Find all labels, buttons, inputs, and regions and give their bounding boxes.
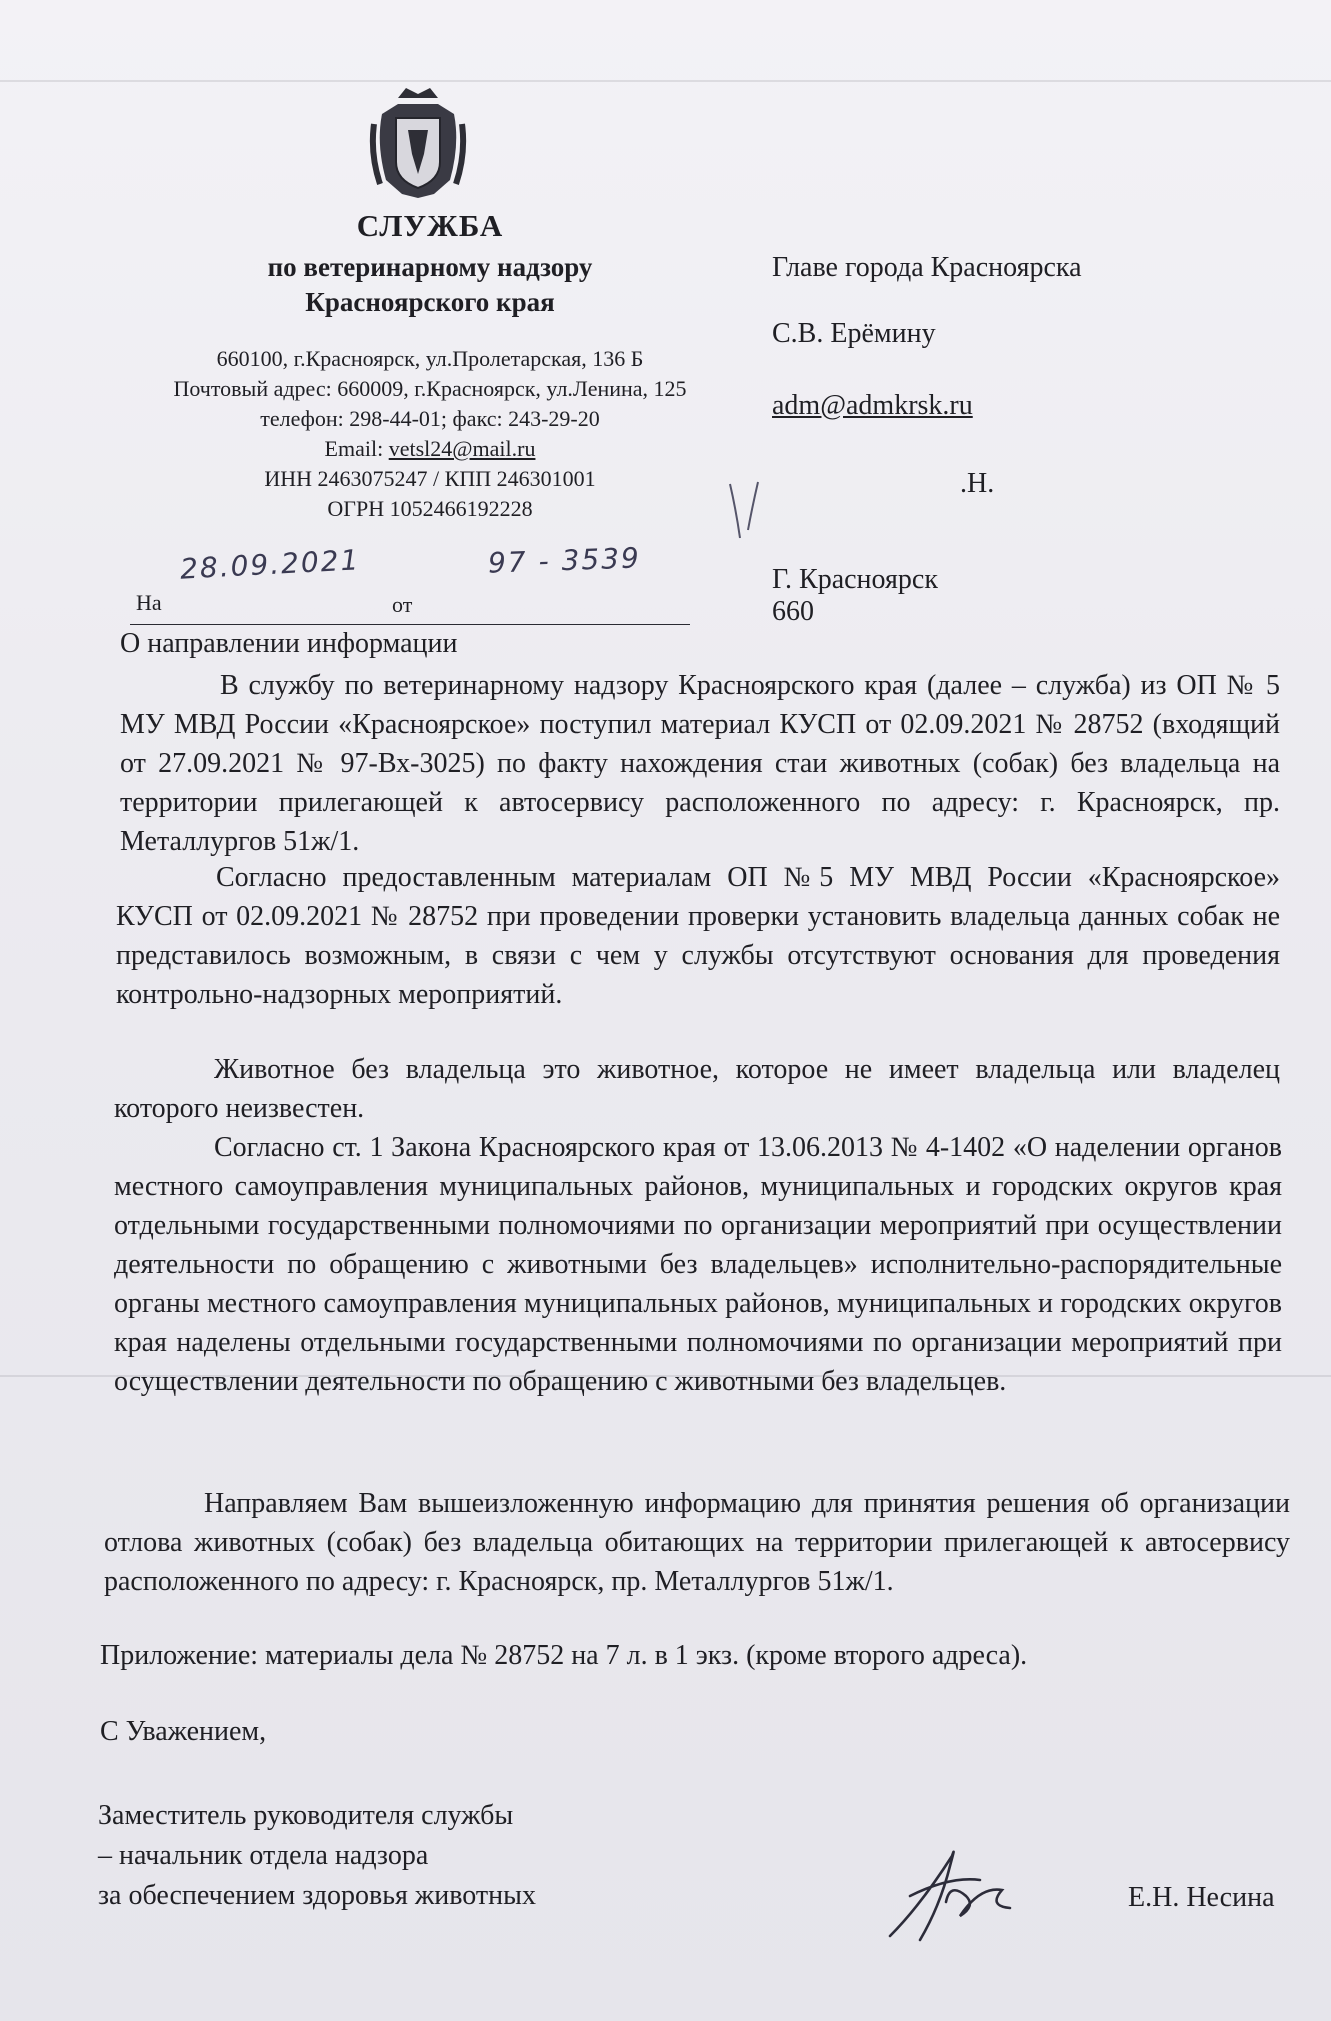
signer-title-3: за обеспечением здоровья животных bbox=[98, 1880, 536, 1911]
coat-of-arms-icon bbox=[368, 84, 468, 202]
handwritten-number: 97 - 3539 bbox=[487, 541, 642, 580]
signer-title-1: Заместитель руководителя службы bbox=[98, 1800, 514, 1831]
org-title: СЛУЖБА bbox=[356, 208, 504, 243]
recipient-postcode: 660 bbox=[772, 596, 814, 627]
org-subtitle: по ветеринарному надзору bbox=[267, 252, 593, 282]
paragraph-5: Направляем Вам вышеизложенную информацию для принятия решения об организации отлова животных (собак) без владельца обитающих на территории прилегающей к автосервису расположенного по адресу: г. Красноярск, пр. Металлургов 51ж/1. bbox=[104, 1488, 1290, 1597]
signer-title-2: – начальник отдела надзора bbox=[98, 1840, 429, 1871]
org-ogrn: ОГРН 1052466192228 bbox=[327, 496, 533, 521]
recipient-title: Главе города Красноярска bbox=[772, 252, 1082, 283]
ot-label: от bbox=[392, 592, 413, 617]
letter-subject: О направлении информации bbox=[120, 628, 458, 659]
paragraph-1: В службу по ветеринарному надзору Красноярского края (далее – служба) из ОП № 5 МУ МВД России «Красноярское» поступил материал КУСП от 02.09.2021 № 28752 (входящий от 27.09.2021 № 97-Вх-3025) по факту нахождения стаи животных (собак) без владельца на территории прилегающей к автосервису расположенного по адресу: г. Красноярск, пр. Металлургов 51ж/1. bbox=[120, 670, 1280, 857]
handwritten-signature-icon bbox=[880, 1836, 1030, 1948]
org-postal-address: Почтовый адрес: 660009, г.Красноярск, ул.Ленина, 125 bbox=[173, 376, 687, 401]
fold-line bbox=[0, 80, 1331, 82]
email-label: Email: bbox=[324, 436, 389, 461]
paragraph-4: Согласно ст. 1 Закона Красноярского края от 13.06.2013 № 4-1402 «О наделении органов местного самоуправления муниципальных районов, муниципальных и городских округов края отдельными государственными полномочиями по организации мероприятий при осуществлении деятельности по обращению с животными без владельцев» исполнительно-распорядительные органы местного самоуправления муниципальных районов, муниципальных и городских округов края наделены отдельными государственными полномочиями по организации мероприятий при осуществлении деятельности по обращению с животными без владельцев. bbox=[114, 1132, 1282, 1397]
recipient-initials: .Н. bbox=[960, 468, 995, 499]
pen-mark-icon bbox=[722, 480, 772, 544]
recipient-email-link[interactable]: adm@admkrsk.ru bbox=[772, 390, 973, 421]
org-region: Красноярского края bbox=[305, 287, 555, 317]
org-email-row bbox=[110, 434, 750, 464]
handwritten-date: 28.09.2021 bbox=[179, 543, 362, 586]
number-underline bbox=[130, 624, 690, 625]
org-phone-fax: телефон: 298-44-01; факс: 243-29-20 bbox=[260, 406, 600, 431]
org-email-link[interactable]: vetsl24@mail.ru bbox=[388, 436, 536, 461]
paragraph-3: Животное без владельца это животное, которое не имеет владельца или владелец которого неизвестен. bbox=[114, 1054, 1280, 1124]
na-label: На bbox=[136, 590, 162, 615]
signer-name: Е.Н. Несина bbox=[1128, 1882, 1275, 1913]
paragraph-2: Согласно предоставленным материалам ОП №5 МУ МВД России «Красноярское» КУСП от 02.09.2021 № 28752 при проведении проверки установить владельца данных собак не представилось возможным, в связи с чем у службы отсутствуют основания для проведения контрольно-надзорных мероприятий. bbox=[116, 862, 1280, 1010]
attachment-note: Приложение: материалы дела № 28752 на 7 л. в 1 экз. (кроме второго адреса). bbox=[100, 1640, 1028, 1671]
greeting: С Уважением, bbox=[100, 1716, 267, 1747]
recipient-name: С.В. Ерёмину bbox=[772, 318, 936, 349]
recipient-city: Г. Красноярск bbox=[772, 564, 938, 595]
org-address: 660100, г.Красноярск, ул.Пролетарская, 136 Б bbox=[216, 346, 644, 371]
org-inn-kpp: ИНН 2463075247 / КПП 246301001 bbox=[264, 466, 596, 491]
